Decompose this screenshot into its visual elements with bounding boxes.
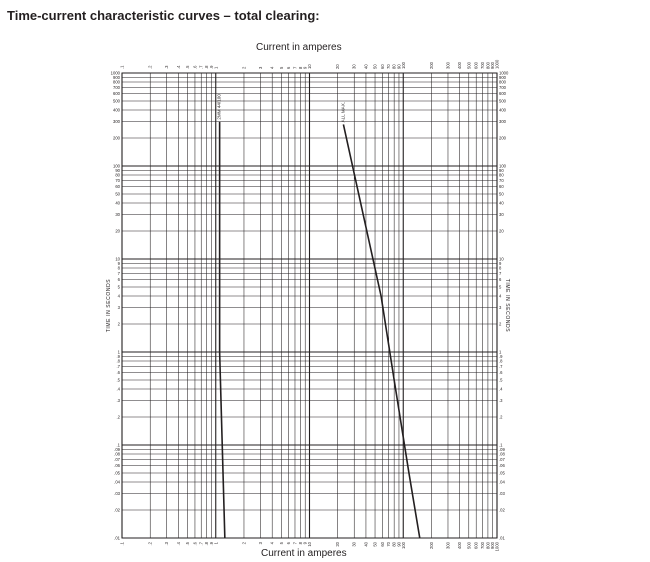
y-tick-label-left: 4 — [117, 293, 120, 299]
y-tick-label-right: 200 — [499, 135, 506, 141]
x-tick-label-top: 40 — [363, 64, 369, 69]
y-tick-label-left: .5 — [116, 377, 120, 383]
curve-label-2: ALL MAX. — [340, 101, 346, 123]
x-tick-label-bottom: 100 — [400, 542, 406, 549]
chart-curves — [217, 94, 420, 538]
y-tick-label-right: 1 — [499, 349, 502, 355]
y-tick-label-right: 9 — [499, 260, 502, 266]
y-tick-label-right: 90 — [499, 167, 504, 173]
y-tick-label-left: 90 — [115, 167, 120, 173]
y-tick-label-right: 30 — [499, 212, 504, 218]
y-tick-label-right: .3 — [499, 398, 503, 404]
y-tick-label-left: 30 — [115, 212, 120, 218]
x-tick-label-top: 3 — [257, 66, 263, 69]
y-tick-label-right: .05 — [499, 470, 505, 476]
y-tick-label-left: .01 — [114, 535, 120, 541]
y-tick-label-left: .07 — [114, 456, 120, 462]
y-tick-label-left: .04 — [114, 479, 120, 485]
y-tick-label-left: 200 — [113, 135, 120, 141]
x-tick-label-top: .2 — [147, 65, 153, 69]
x-tick-label-bottom: .8 — [204, 542, 210, 546]
y-tick-label-right: .9 — [499, 353, 503, 359]
y-tick-label-right: .02 — [499, 507, 505, 513]
x-tick-label-top: 7 — [292, 66, 298, 69]
x-tick-label-bottom: 500 — [466, 542, 472, 549]
x-tick-label-bottom: 400 — [457, 542, 463, 549]
y-tick-label-right: 2 — [499, 321, 502, 327]
y-tick-label-left: 7 — [117, 270, 120, 276]
x-tick-label-bottom: 200 — [428, 542, 434, 549]
x-tick-label-bottom: 3 — [257, 542, 263, 545]
y-tick-label-right: 100 — [499, 163, 506, 169]
y-tick-label-right: 80 — [499, 172, 504, 178]
y-tick-label-left: .08 — [114, 451, 120, 457]
y-tick-label-right: 5 — [499, 284, 502, 290]
x-tick-label-bottom: 1000 — [494, 542, 500, 552]
y-tick-label-right: 1000 — [499, 70, 509, 76]
y-tick-label-right: .7 — [499, 363, 503, 369]
x-tick-label-top: 1 — [213, 66, 219, 69]
y-axis-title-right: TIME IN SECONDS — [504, 278, 510, 333]
x-tick-label-top: 20 — [335, 64, 341, 69]
y-tick-label-left: .09 — [114, 446, 120, 452]
y-tick-label-left: .8 — [116, 358, 120, 364]
x-tick-label-top: 100 — [400, 62, 406, 69]
x-tick-label-top: .7 — [198, 65, 204, 69]
y-tick-label-left: .06 — [114, 463, 120, 469]
x-tick-label-bottom: 300 — [445, 542, 451, 549]
x-tick-label-top: 8 — [297, 66, 303, 69]
x-tick-label-top: 400 — [457, 62, 463, 69]
x-tick-label-bottom: .5 — [185, 542, 191, 546]
x-tick-label-bottom: 30 — [351, 542, 357, 547]
y-tick-label-left: 1000 — [110, 70, 120, 76]
y-tick-label-left: .05 — [114, 470, 120, 476]
x-tick-label-top: 50 — [372, 64, 378, 69]
x-tick-label-top: 700 — [479, 62, 485, 69]
x-tick-label-top: 500 — [466, 62, 472, 69]
y-tick-label-left: 60 — [115, 184, 120, 190]
x-tick-label-bottom: .1 — [119, 542, 125, 546]
y-tick-label-left: 50 — [115, 191, 120, 197]
y-tick-label-right: .03 — [499, 491, 505, 497]
x-tick-label-bottom: 6 — [286, 542, 292, 545]
y-tick-label-left: 2 — [117, 321, 120, 327]
x-tick-label-top: 600 — [473, 62, 479, 69]
y-tick-label-right: 3 — [499, 305, 502, 311]
x-tick-label-bottom: 60 — [379, 542, 385, 547]
x-tick-label-bottom: 40 — [363, 542, 369, 547]
x-tick-label-top: .9 — [208, 65, 214, 69]
x-tick-label-bottom: 9 — [302, 542, 308, 545]
x-tick-label-top: .8 — [204, 65, 210, 69]
x-tick-label-top: 5 — [278, 66, 284, 69]
x-tick-label-bottom: 80 — [391, 542, 397, 547]
y-tick-label-right: 400 — [499, 107, 506, 113]
x-tick-label-bottom: 7 — [292, 542, 298, 545]
x-tick-label-bottom: 50 — [372, 542, 378, 547]
y-tick-label-right: 600 — [499, 91, 506, 97]
x-tick-label-top: 300 — [445, 62, 451, 69]
x-tick-label-top: .6 — [192, 65, 198, 69]
x-tick-label-bottom: 2 — [241, 542, 247, 545]
y-tick-label-right: 500 — [499, 98, 506, 104]
y-tick-label-left: 9 — [117, 260, 120, 266]
y-tick-label-left: 600 — [113, 91, 120, 97]
x-tick-label-top: .4 — [175, 65, 181, 69]
x-tick-label-bottom: 90 — [396, 542, 402, 547]
x-tick-label-bottom: 700 — [479, 542, 485, 549]
y-tick-label-left: .1 — [116, 442, 120, 448]
x-tick-label-bottom: .4 — [175, 542, 181, 546]
y-tick-label-left: .9 — [116, 353, 120, 359]
y-tick-label-right: 4 — [499, 293, 502, 299]
y-tick-label-left: 6 — [117, 277, 120, 283]
x-tick-label-top: 90 — [396, 64, 402, 69]
y-tick-label-right: 800 — [499, 79, 506, 85]
y-tick-label-left: .7 — [116, 363, 120, 369]
y-tick-label-left: .3 — [116, 398, 120, 404]
y-tick-label-right: 70 — [499, 177, 504, 183]
y-tick-label-right: .2 — [499, 414, 503, 420]
y-tick-label-right: .08 — [499, 451, 505, 457]
x-tick-label-top: .3 — [164, 65, 170, 69]
y-tick-label-left: 500 — [113, 98, 120, 104]
y-tick-label-left: 800 — [113, 79, 120, 85]
x-tick-label-top: 30 — [351, 64, 357, 69]
y-tick-label-left: 700 — [113, 84, 120, 90]
x-tick-label-top: 4 — [269, 66, 275, 69]
y-tick-label-right: 50 — [499, 191, 504, 197]
x-tick-label-bottom: 20 — [335, 542, 341, 547]
y-tick-label-left: 20 — [115, 228, 120, 234]
y-tick-label-right: 900 — [499, 74, 506, 80]
x-tick-label-top: 800 — [485, 62, 491, 69]
y-tick-label-left: 300 — [113, 119, 120, 125]
x-tick-label-bottom: 70 — [386, 542, 392, 547]
y-tick-label-left: .4 — [116, 386, 120, 392]
y-tick-label-left: 8 — [117, 265, 120, 271]
y-tick-label-left: 3 — [117, 305, 120, 311]
y-tick-label-right: 7 — [499, 270, 502, 276]
x-tick-label-top: 9 — [302, 66, 308, 69]
y-tick-label-right: 6 — [499, 277, 502, 283]
x-tick-label-top: 60 — [379, 64, 385, 69]
curve-label-1: 2MM 44/100 — [216, 94, 222, 120]
y-tick-label-right: .01 — [499, 535, 505, 541]
x-tick-label-bottom: 8 — [297, 542, 303, 545]
y-tick-label-right: 60 — [499, 184, 504, 190]
y-axis-title-left: TIME IN SECONDS — [106, 278, 112, 333]
x-tick-label-bottom: 600 — [473, 542, 479, 549]
y-tick-label-right: .5 — [499, 377, 503, 383]
y-tick-label-left: 40 — [115, 200, 120, 206]
y-tick-label-left: .2 — [116, 414, 120, 420]
x-tick-label-bottom: 900 — [490, 542, 496, 549]
x-tick-label-top: 900 — [490, 62, 496, 69]
y-tick-label-left: 100 — [113, 163, 120, 169]
y-tick-label-right: 300 — [499, 119, 506, 125]
x-tick-label-top: 200 — [428, 62, 434, 69]
x-tick-label-top: 70 — [386, 64, 392, 69]
x-tick-label-bottom: 5 — [278, 542, 284, 545]
x-tick-label-bottom: .9 — [208, 542, 214, 546]
y-tick-label-right: .6 — [499, 370, 503, 376]
x-tick-label-top: 1000 — [494, 59, 500, 69]
y-tick-label-right: 20 — [499, 228, 504, 234]
x-tick-label-bottom: .6 — [192, 542, 198, 546]
x-axis-title-bottom: Current in amperes — [261, 548, 347, 559]
y-tick-label-left: .02 — [114, 507, 120, 513]
x-tick-label-bottom: .3 — [164, 542, 170, 546]
x-tick-label-bottom: .7 — [198, 542, 204, 546]
x-tick-label-bottom: 10 — [307, 542, 312, 547]
x-tick-label-top: 80 — [391, 64, 397, 69]
x-tick-label-top: 2 — [241, 66, 247, 69]
x-tick-label-bottom: 800 — [485, 542, 491, 549]
y-tick-label-right: .04 — [499, 479, 505, 485]
page-title: Time-current characteristic curves – total clearing: — [7, 8, 320, 23]
y-tick-label-right: 700 — [499, 84, 506, 90]
y-tick-label-right: 10 — [499, 256, 504, 262]
x-tick-label-top: 6 — [286, 66, 292, 69]
x-tick-label-top: .1 — [119, 65, 125, 69]
y-tick-label-left: 70 — [115, 177, 120, 183]
y-tick-label-left: .6 — [116, 370, 120, 376]
y-tick-label-left: 5 — [117, 284, 120, 290]
x-tick-label-bottom: .2 — [147, 542, 153, 546]
x-tick-label-top: .5 — [185, 65, 191, 69]
y-tick-label-right: 8 — [499, 265, 502, 271]
y-tick-label-left: 1 — [117, 349, 120, 355]
y-tick-label-right: .07 — [499, 456, 505, 462]
curve-1 — [220, 122, 225, 538]
y-tick-label-right: 40 — [499, 200, 504, 206]
y-tick-label-right: .06 — [499, 463, 505, 469]
y-tick-label-right: .1 — [499, 442, 503, 448]
x-tick-label-top: 10 — [307, 64, 312, 69]
y-tick-label-right: .09 — [499, 446, 505, 452]
x-tick-label-bottom: 1 — [213, 542, 219, 545]
y-tick-label-right: .8 — [499, 358, 503, 364]
y-tick-label-left: .03 — [114, 491, 120, 497]
y-tick-label-left: 900 — [113, 74, 120, 80]
chart-grid — [122, 73, 497, 538]
y-tick-label-right: .4 — [499, 386, 503, 392]
y-tick-label-left: 10 — [115, 256, 120, 262]
x-tick-label-bottom: 4 — [269, 542, 275, 545]
y-tick-label-left: 400 — [113, 107, 120, 113]
y-tick-label-left: 80 — [115, 172, 120, 178]
x-axis-title-top: Current in amperes — [256, 42, 342, 53]
